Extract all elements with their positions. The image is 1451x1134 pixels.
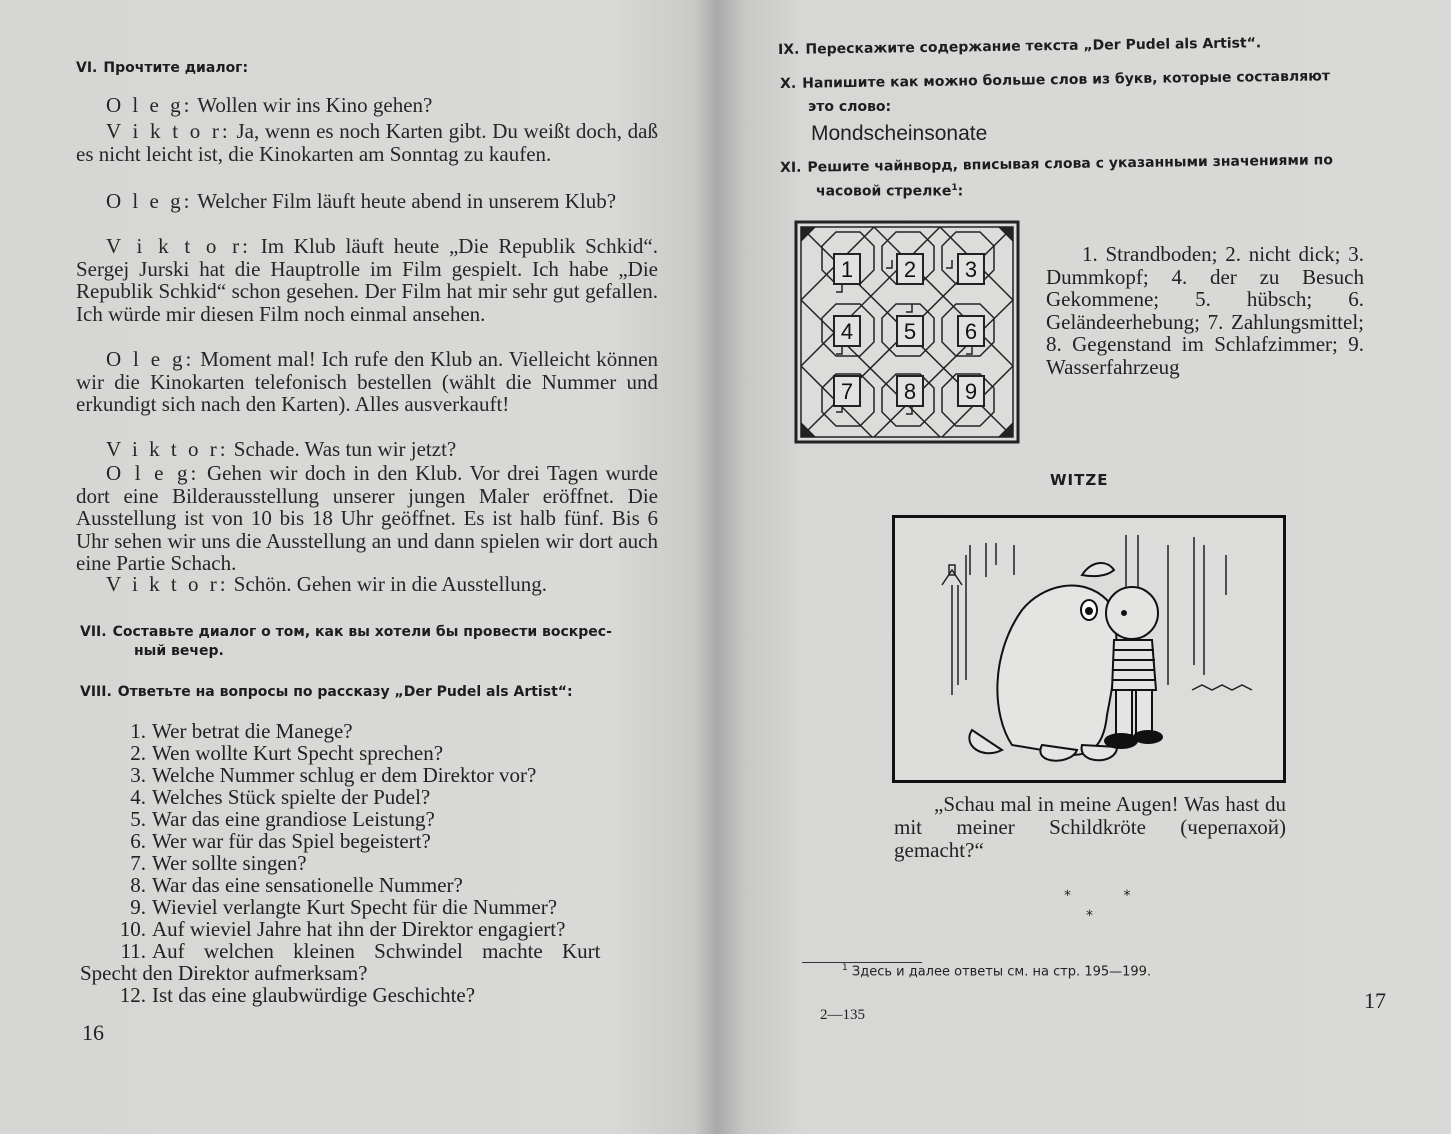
question-item: [80, 940, 662, 962]
question-list: [80, 720, 662, 1006]
question-text: Ist das eine glaubwürdige Geschichte?: [152, 983, 476, 1007]
dialog-line-2: [76, 120, 658, 165]
question-text: Wen wollte Kurt Specht sprechen?: [152, 741, 444, 765]
exercise-11-title-text: часовой стрелке: [816, 183, 952, 200]
cell-number-5: 5: [903, 319, 917, 344]
cell-number-9: 9: [964, 379, 978, 404]
page-number-left: 16: [82, 1020, 104, 1045]
question-number: 10.: [119, 917, 146, 941]
dialog-line-3: [76, 190, 658, 213]
chainword-clues: 1. Strandboden; 2. nicht dick; 3. Dummkopf; 4. der zu Besuch Gekommene; 5. hübsch; 6. Geländeerhebung; 7. Zahlungsmittel; 8. Gegenstand im Schlafzimmer; 9. Wasserfahrzeug: [1046, 242, 1364, 379]
speaker-oleg: O l e g:: [106, 93, 193, 117]
exercise-10-heading: [780, 68, 1330, 92]
exercise-11-title-line-2: [816, 183, 963, 200]
question-text: Auf wieviel Jahre hat ihn der Direktor engagiert?: [152, 917, 566, 941]
dialog-text: Moment mal! Ich rufe den Klub an. Vielleicht können wir die Kinokarten telefonisch bestellen (wählt die Nummer und erkundigt sich nach den Karten). Alles ausverkauft!: [76, 347, 659, 416]
question-number: 11.: [120, 939, 146, 963]
exercise-6-number: VI.: [76, 60, 98, 76]
dialog-line-4: [76, 235, 658, 325]
dialog-line-6: [76, 438, 658, 461]
cell-number-8: 8: [903, 379, 917, 404]
exercise-10-title-line-2: это слово:: [808, 99, 892, 115]
question-item-continued: [80, 962, 662, 984]
question-text: Welches Stück spielte der Pudel?: [152, 785, 431, 809]
speaker-oleg: O l e g:: [106, 461, 200, 485]
dialog-text: Welcher Film läuft heute abend in unserem Klub?: [197, 189, 617, 213]
exercise-9-number: IX.: [778, 41, 800, 58]
speaker-oleg: O l e g:: [106, 347, 195, 371]
cell-number-4: 4: [840, 319, 854, 344]
cell-number-3: 3: [964, 257, 978, 282]
speaker-oleg: O l e g:: [106, 189, 193, 213]
speaker-viktor: V i k t o r:: [106, 234, 251, 258]
exercise-11-title-line-1: Решите чайнворд, вписывая слова с указанными значениями по: [807, 152, 1333, 176]
left-page: [0, 0, 716, 1134]
right-page: [716, 0, 1451, 1134]
footnote-text: Здесь и далее ответы см. на стр. 195—199.: [851, 964, 1152, 980]
exercise-6-heading: [76, 60, 248, 76]
dialog-line-7: [76, 462, 658, 575]
exercise-7-number: VII.: [80, 624, 107, 640]
question-item: [80, 720, 662, 742]
question-number: 5.: [130, 807, 146, 831]
question-item: [80, 764, 662, 786]
dialog-text: Wollen wir ins Kino gehen?: [197, 93, 433, 117]
question-number: 8.: [130, 873, 146, 897]
exercise-7-title-line-2: ный вечер.: [134, 643, 224, 659]
exercise-11-number: XI.: [780, 159, 802, 176]
exercise-8-title: Ответьте на вопросы по рассказу „Der Pudel als Artist“:: [117, 684, 573, 700]
dialog-text: Im Klub läuft heute „Die Republik Schkid“. Sergej Jurski hat die Hauptrolle im Film gespielt. Ich habe „Die Republik Schkid“ schon gesehen. Der Film hat mir sehr gut gefallen. Ich würde mir diesen Film noch einmal ansehen.: [76, 234, 658, 326]
question-item: [80, 852, 662, 874]
question-item: [80, 918, 662, 940]
dialog-line-8: [76, 573, 658, 596]
dialog-text: Ja, wenn es noch Karten gibt. Du weißt doch, daß es nicht leicht ist, die Kinokarten am Sonntag zu kaufen.: [76, 119, 658, 166]
question-number: 1.: [130, 719, 146, 743]
question-number: 6.: [130, 829, 146, 853]
question-text: Wer betrat die Manege?: [152, 719, 353, 743]
exercise-10-word: Mondscheinsonate: [811, 122, 988, 145]
question-item: [80, 984, 662, 1006]
cell-number-1: 1: [840, 257, 854, 282]
question-item: [80, 742, 662, 764]
question-number: 2.: [130, 741, 146, 765]
speaker-viktor: V i k t o r:: [106, 119, 231, 143]
question-text: Welche Nummer schlug er dem Direktor vor?: [152, 763, 537, 787]
cell-number-2: 2: [903, 257, 917, 282]
question-text: Specht den Direktor aufmerksam?: [80, 961, 368, 985]
exercise-6-title: Прочтите диалог:: [103, 60, 249, 76]
question-item: [80, 874, 662, 896]
dialog-text: Schade. Was tun wir jetzt?: [233, 437, 457, 461]
exercise-7-heading: [80, 624, 612, 640]
joke-caption: „Schau mal in meine Augen! Was hast du mit meiner Schildkröte (черепахой) gemacht?“: [894, 792, 1286, 862]
cartoon-illustration: [892, 515, 1286, 783]
question-number: 7.: [130, 851, 146, 875]
question-item: [80, 830, 662, 852]
dialog-line-5: [76, 348, 658, 416]
question-number: 12.: [119, 983, 146, 1007]
chainword-grid: [794, 220, 1020, 444]
question-item: [80, 808, 662, 830]
separator-star: *: [1086, 908, 1093, 924]
dialog-line-1: [76, 94, 658, 117]
cell-number-6: 6: [964, 319, 978, 344]
separator-stars: * *: [1064, 888, 1155, 904]
question-number: 3.: [130, 763, 146, 787]
question-number: 9.: [130, 895, 146, 919]
question-text: War das eine grandiose Leistung?: [152, 807, 435, 831]
signature-mark: 2—135: [820, 1007, 865, 1023]
exercise-8-heading: [80, 684, 573, 700]
footnote-reference: 1: [951, 183, 958, 193]
question-number: 4.: [130, 785, 146, 809]
footnote-mark: 1: [842, 963, 848, 973]
dialog-text: Gehen wir doch in den Klub. Vor drei Tagen wurde dort eine Bilderausstellung unserer jungen Maler eröffnet. Die Ausstellung ist von 10 bis 18 Uhr geöffnet. Es ist halb fünf. Bis 6 Uhr sehen wir uns die Ausstellung an und dann spielen wir dort auch eine Partie Schach.: [76, 461, 659, 575]
question-text: Wer sollte singen?: [152, 851, 307, 875]
exercise-9-title: Перескажите содержание текста „Der Pudel als Artist“.: [805, 35, 1262, 58]
exercise-11-title-colon: :: [957, 183, 964, 200]
exercise-10-title-line-1: Напишите как можно больше слов из букв, которые составляют: [802, 68, 1331, 92]
exercise-8-number: VIII.: [80, 684, 112, 700]
cell-number-7: 7: [840, 379, 854, 404]
question-text: Wieviel verlangte Kurt Specht für die Nummer?: [152, 895, 558, 919]
page-number-right: 17: [1364, 988, 1386, 1013]
question-text: Wer war für das Spiel begeistert?: [152, 829, 431, 853]
speaker-viktor: V i k t o r:: [106, 572, 229, 596]
dialog-text: Schön. Gehen wir in die Ausstellung.: [233, 572, 548, 596]
speaker-viktor: V i k t o r:: [106, 437, 229, 461]
footnote: [842, 963, 1151, 979]
exercise-11-heading: [780, 152, 1333, 176]
question-text: Auf welchen kleinen Schwindel machte Kurt: [152, 939, 601, 963]
question-item: [80, 896, 662, 918]
question-item: [80, 786, 662, 808]
exercise-10-number: X.: [780, 75, 797, 92]
exercise-7-title-line-1: Составьте диалог о том, как вы хотели бы провести воскрес-: [112, 624, 612, 640]
question-text: War das eine sensationelle Nummer?: [152, 873, 463, 897]
exercise-9-heading: [778, 35, 1261, 58]
witze-heading: WITZE: [1050, 471, 1109, 489]
